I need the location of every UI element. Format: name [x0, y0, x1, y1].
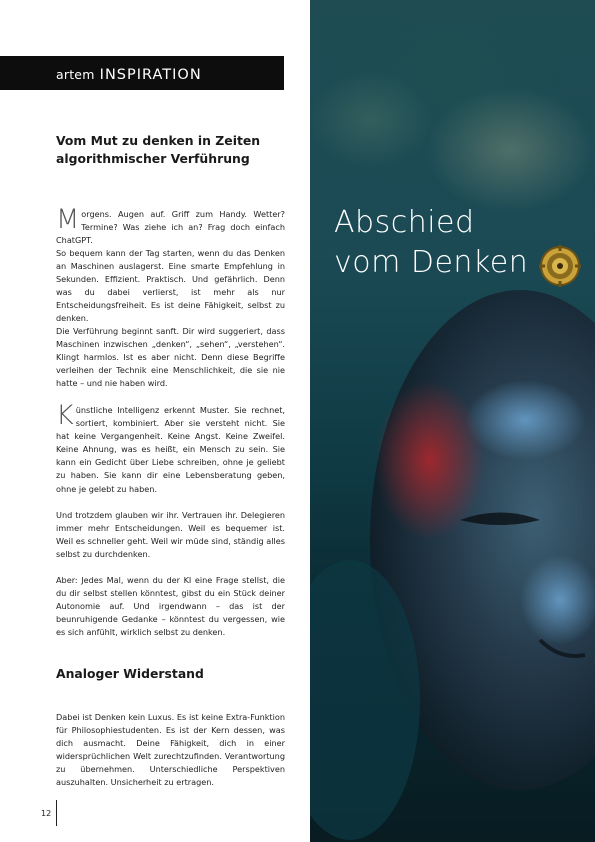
- hero-title-line-1: Abschied: [334, 205, 475, 240]
- face-illustration: [310, 0, 595, 842]
- paragraph-6-text: Aber: Jedes Mal, wenn du der KI eine Frage stellst, die du dir selbst stellen könntest, gibst du ein Stück deiner Autonomie auf. Und irgendwann – das ist der beunruhigende Gedanke – könntest du vergessen, wie es sich anfühlt, wirklich selbst zu denken.: [56, 575, 285, 638]
- paragraph-4: [56, 400, 285, 496]
- section-label-big: INSPIRATION: [99, 67, 202, 83]
- section-header-bar: [0, 56, 284, 90]
- article-subtitle: [56, 132, 290, 168]
- drop-cap-m: M: [56, 204, 80, 235]
- paragraph-2-text: So bequem kann der Tag starten, wenn du das Denken an Maschinen auslagerst. Eine smarte Empfehlung in Sekunden. Effizient. Praktisch. Und gefährlich. Denn was du dabei verlierst, ist mehr als nur Entscheidungsfreiheit. Es ist deine Fähigkeit, selbst zu denken.: [56, 248, 285, 324]
- section-label: [56, 64, 202, 83]
- paragraph-1: [56, 204, 285, 247]
- section-heading: Analoger Widerstand: [56, 666, 204, 681]
- paragraph-6: [56, 574, 285, 639]
- paragraph-5-text: Und trotzdem glauben wir ihr. Vertrauen ihr. Delegieren immer mehr Entscheidungen. Weil es bequemer ist. Weil es schneller geht. Weil wir müde sind, ständig alles selbst zu durchdenken.: [56, 510, 285, 560]
- page-number-rule: [56, 800, 57, 826]
- paragraph-7-text: Dabei ist Denken kein Luxus. Es ist keine Extra-Funktion für Philosophiestudenten. Es ist der Kern dessen, was dich ausmacht. Deine Fähigkeit, dich in einer widersprüchlichen Welt zurechtzufinden. Verantwortung zu übernehmen. Unterschiedliche Perspektiven auszuhalten. Unsicherheit zu ertragen.: [56, 712, 285, 788]
- gear-icon: [538, 244, 582, 288]
- subtitle-line-2: algorithmischer Verführung: [56, 151, 250, 166]
- page-number: 12: [41, 809, 52, 818]
- paragraph-3-text: Die Verführung beginnt sanft. Dir wird suggeriert, dass Maschinen inzwischen „denken“, „sehen“, „verstehen“. Klingt harmlos. Ist es aber nicht. Denn diese Begriffe verleihen der Technik eine Menschlichkeit, die sie nie hatte – und nie haben wird.: [56, 326, 285, 389]
- drop-cap-k: K: [56, 400, 74, 431]
- paragraph-1-text: orgens. Augen auf. Griff zum Handy. Wetter? Termine? Was ziehe ich an? Frag doch einfach ChatGPT.: [56, 209, 285, 246]
- paragraph-4-text: ünstliche Intelligenz erkennt Muster. Sie rechnet, sortiert, kombiniert. Aber sie versteht nicht. Sie hat keine Vergangenheit. Keine Angst. Keine Zweifel. Keine Ahnung, was es heißt, ein Mensch zu sein. Sie kann ein Gedicht über Liebe schreiben, ohne je geliebt zu haben. Sie kann dir eine Lebensberatung geben, ohne je gelebt zu haben.: [56, 405, 285, 494]
- paragraph-2: [56, 247, 285, 326]
- section-label-small: artem: [56, 67, 95, 82]
- hero-title: [334, 203, 528, 283]
- hero-artwork: [310, 0, 595, 842]
- paragraph-7: [56, 711, 285, 790]
- hero-title-line-2: vom Denken: [334, 245, 529, 280]
- subtitle-line-1: Vom Mut zu denken in Zeiten: [56, 133, 261, 148]
- blue-forehead-light: [465, 380, 585, 460]
- paragraph-5: [56, 509, 285, 561]
- paragraph-3: [56, 325, 285, 390]
- red-paint-patch: [375, 380, 485, 540]
